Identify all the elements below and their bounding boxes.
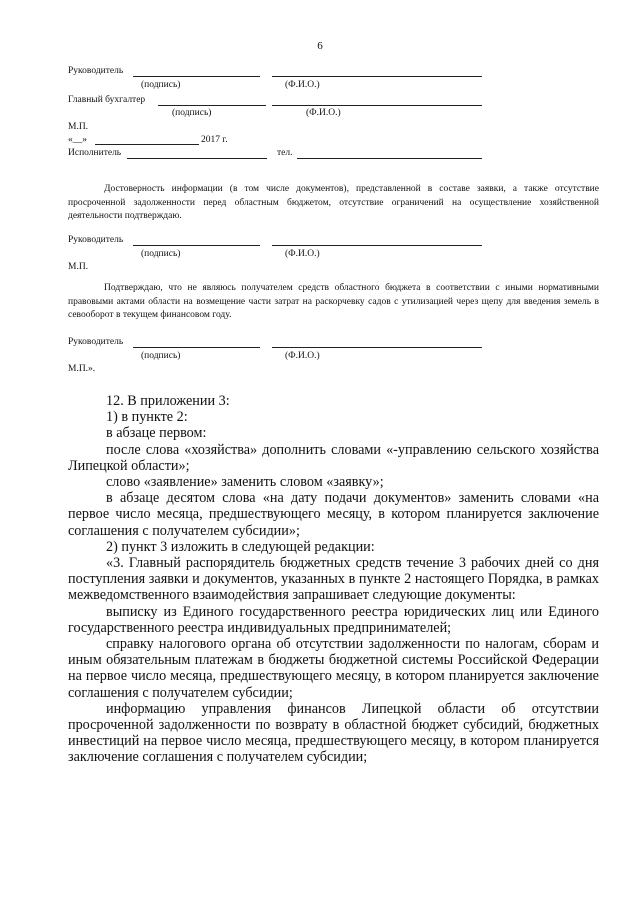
signature-line	[133, 245, 260, 246]
executor-line	[127, 158, 267, 159]
fio-line	[272, 76, 482, 77]
amendment-item: «3. Главный распорядитель бюджетных средств течение 3 рабочих дней со дня поступления заявки и документов, указанных в пункте 2 настоящего Порядка, в рамках межведомственного взаимодействия запрашивает следующие документы:	[68, 555, 599, 604]
tel-label: тел.	[277, 148, 293, 158]
amendment-item: в абзаце первом:	[106, 425, 207, 442]
amendment-item: выписку из Единого государственного реестра юридических лиц или Единого государственного реестра индивидуальных предпринимателей;	[68, 603, 599, 636]
page-number: 6	[317, 40, 323, 52]
signature-line	[133, 347, 260, 348]
confirmation-paragraph: Достоверность информации (в том числе документов), представленной в составе заявки, а также отсутствие просроченной задолженности перед областным бюджетом, отсутствие ограничений на осуществление хозяйственной деятельности подтверждаю.	[68, 184, 599, 221]
fio-line	[272, 245, 482, 246]
signature-line	[133, 76, 260, 77]
executor-label: Исполнитель	[68, 148, 122, 158]
signature-line	[158, 105, 266, 106]
fio-caption: (Ф.И.О.)	[285, 249, 320, 259]
fio-caption: (Ф.И.О.)	[285, 80, 320, 90]
sign-caption: (подпись)	[172, 108, 212, 118]
fio-line	[272, 105, 482, 106]
amendment-item: после слова «хозяйства» дополнить словами «-управлению сельского хозяйства Липецкой области»;	[68, 441, 599, 474]
head-label: Руководитель	[68, 66, 124, 76]
fio-caption: (Ф.И.О.)	[285, 351, 320, 361]
date-year: 2017 г.	[201, 135, 228, 145]
head-label: Руководитель	[68, 337, 124, 347]
amendment-item: 12. В приложении 3:	[106, 393, 230, 409]
amendment-item: 1) в пункте 2:	[106, 409, 188, 426]
confirmation-paragraph: Подтверждаю, что не являюсь получателем средств областного бюджета в соответствии с иными нормативными правовыми актами области на возмещение части затрат на раскорчевку садов с утилизацией через щепу для введения земель в севооборот в текущем финансовом году.	[68, 283, 599, 320]
stamp-label: М.П.	[68, 262, 89, 272]
sign-caption: (подпись)	[141, 249, 181, 259]
amendment-item: справку налогового органа об отсутствии задолженности по налогам, сборам и иным обязательным платежам в бюджеты бюджетной системы Российской Федерации на первое число месяца, предшествующего месяцу, в котором планируется заключение соглашения с получателем субсидии;	[68, 636, 599, 701]
amendments-text	[68, 393, 599, 766]
stamp-label: М.П.».	[68, 364, 96, 374]
sign-caption: (подпись)	[141, 80, 181, 90]
date-line	[95, 144, 199, 145]
amendment-item: 2) пункт 3 изложить в следующей редакции:	[106, 538, 375, 555]
amendment-item: слово «заявление» заменить словом «заявку»;	[106, 474, 384, 491]
amendment-item: информацию управления финансов Липецкой области об отсутствии просроченной задолженности по возврату в областной бюджет субсидий, бюджетных инвестиций на первое число месяца, предшествующего месяцу, в котором планируется заключение соглашения с получателем субсидии;	[68, 700, 599, 766]
fio-caption: (Ф.И.О.)	[306, 108, 341, 118]
tel-line	[297, 158, 482, 159]
date-quote: «__»	[68, 135, 87, 145]
stamp-label: М.П.	[68, 122, 89, 132]
fio-line	[272, 347, 482, 348]
head-label: Руководитель	[68, 235, 124, 245]
amendment-item: в абзаце десятом слова «на дату подачи документов» заменить словами «на первое число месяца, предшествующего месяцу, в котором планируется заключение соглашения с получателем субсидии»;	[68, 490, 599, 539]
accountant-label: Главный бухгалтер	[68, 95, 146, 105]
sign-caption: (подпись)	[141, 351, 181, 361]
